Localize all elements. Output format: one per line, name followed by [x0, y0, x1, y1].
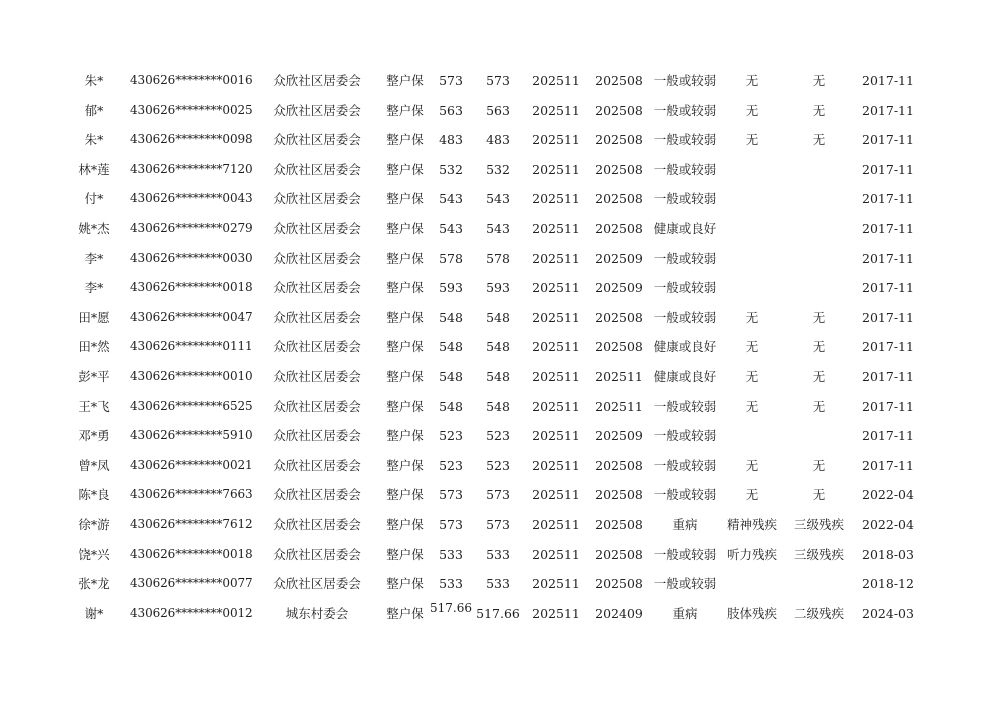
record-period-cell: 202508	[595, 457, 643, 473]
standard-amount-cell: 548	[439, 368, 463, 384]
disability-type-cell	[720, 155, 784, 185]
record-period-cell: 202508	[595, 132, 643, 148]
health-status-cell: 健康或良好	[653, 339, 717, 355]
record-period-cell: 202508	[595, 339, 643, 355]
disability-level-cell: 无	[812, 487, 826, 503]
payment-amount-cell: 548	[486, 368, 510, 384]
assistance-type-cell: 整户保	[386, 191, 424, 207]
organization-cell: 众欣社区居委会	[273, 339, 361, 355]
health-status-cell: 一般或较弱	[653, 280, 717, 296]
payment-amount-cell: 573	[486, 487, 510, 503]
disability-level-cell: 无	[812, 339, 826, 355]
disability-level-cell	[786, 214, 852, 244]
disability-type-cell	[720, 421, 784, 451]
health-status-cell: 一般或较弱	[653, 487, 717, 503]
disability-level-cell	[786, 244, 852, 274]
disability-type-cell: 听力残疾	[726, 546, 777, 562]
disability-level-cell: 无	[812, 457, 826, 473]
table-row	[0, 332, 1000, 362]
name-cell: 朱*	[84, 132, 104, 148]
payment-amount-cell: 517.66	[476, 605, 520, 621]
id-number-cell: 430626********6525	[130, 398, 253, 413]
table-row	[0, 362, 1000, 392]
organization-cell: 众欣社区居委会	[273, 102, 361, 118]
period-cell: 202511	[532, 516, 580, 532]
record-period-cell: 202509	[595, 280, 643, 296]
standard-amount-cell: 523	[439, 457, 463, 473]
disability-level-cell	[786, 273, 852, 303]
assistance-type-cell: 整户保	[386, 368, 424, 384]
period-cell: 202511	[532, 309, 580, 325]
period-cell: 202511	[532, 132, 580, 148]
payment-amount-cell: 573	[486, 516, 510, 532]
name-cell: 陈*良	[78, 487, 110, 503]
disability-type-cell: 无	[745, 487, 759, 503]
disability-level-cell	[786, 569, 852, 599]
health-status-cell: 一般或较弱	[653, 428, 717, 444]
table-row	[0, 451, 1000, 481]
date-cell: 2017-11	[862, 280, 914, 296]
id-number-cell: 430626********0018	[130, 280, 253, 295]
record-period-cell: 202511	[595, 398, 643, 414]
payment-amount-cell: 533	[486, 546, 510, 562]
payment-amount-cell: 523	[486, 428, 510, 444]
disability-level-cell: 无	[812, 132, 826, 148]
id-number-cell: 430626********0279	[130, 220, 253, 235]
disability-type-cell: 肢体残疾	[726, 605, 777, 621]
disability-type-cell	[720, 244, 784, 274]
assistance-type-cell: 整户保	[386, 132, 424, 148]
period-cell: 202511	[532, 280, 580, 296]
id-number-cell: 430626********0047	[130, 309, 253, 324]
record-period-cell: 202508	[595, 191, 643, 207]
name-cell: 朱*	[84, 73, 104, 88]
id-number-cell: 430626********0111	[130, 339, 253, 354]
date-cell: 2017-11	[862, 398, 914, 414]
date-cell: 2017-11	[862, 73, 914, 88]
disability-type-cell	[720, 184, 784, 214]
payment-amount-cell: 543	[486, 220, 510, 236]
table-row	[0, 244, 1000, 274]
record-period-cell: 202508	[595, 161, 643, 177]
disability-level-cell	[786, 184, 852, 214]
health-status-cell: 一般或较弱	[653, 73, 717, 88]
organization-cell: 众欣社区居委会	[273, 250, 361, 266]
table-row	[0, 155, 1000, 185]
organization-cell: 众欣社区居委会	[273, 132, 361, 148]
assistance-type-cell: 整户保	[386, 605, 424, 621]
assistance-type-cell: 整户保	[386, 487, 424, 503]
standard-amount-cell: 573	[439, 487, 463, 503]
disability-type-cell: 无	[745, 398, 759, 414]
disability-type-cell	[720, 273, 784, 303]
record-period-cell: 202409	[595, 605, 643, 621]
record-period-cell: 202509	[595, 428, 643, 444]
disability-type-cell	[720, 569, 784, 599]
name-cell: 林*莲	[78, 161, 110, 177]
record-period-cell: 202508	[595, 220, 643, 236]
disability-type-cell: 无	[745, 457, 759, 473]
standard-amount-cell: 593	[439, 280, 463, 296]
payment-amount-cell: 573	[486, 73, 510, 88]
id-number-cell: 430626********7120	[130, 161, 253, 176]
id-number-cell: 430626********0016	[130, 73, 253, 87]
disability-type-cell	[720, 214, 784, 244]
organization-cell: 众欣社区居委会	[273, 309, 361, 325]
standard-amount-cell: 548	[439, 309, 463, 325]
assistance-type-cell: 整户保	[386, 73, 424, 88]
record-period-cell: 202508	[595, 546, 643, 562]
standard-amount-cell: 573	[439, 516, 463, 532]
table-row	[0, 184, 1000, 214]
assistance-type-cell: 整户保	[386, 280, 424, 296]
table-row	[0, 480, 1000, 510]
record-period-cell: 202508	[595, 102, 643, 118]
id-number-cell: 430626********5910	[130, 428, 253, 443]
record-period-cell: 202508	[595, 309, 643, 325]
health-status-cell: 一般或较弱	[653, 250, 717, 266]
date-cell: 2017-11	[862, 102, 914, 118]
name-cell: 彭*平	[78, 368, 110, 384]
health-status-cell: 一般或较弱	[653, 191, 717, 207]
standard-amount-cell: 543	[439, 220, 463, 236]
organization-cell: 众欣社区居委会	[273, 191, 361, 207]
table-row	[0, 96, 1000, 126]
organization-cell: 众欣社区居委会	[273, 516, 361, 532]
payment-amount-cell: 548	[486, 309, 510, 325]
date-cell: 2017-11	[862, 220, 914, 236]
assistance-type-cell: 整户保	[386, 309, 424, 325]
standard-amount-cell: 578	[439, 250, 463, 266]
organization-cell: 众欣社区居委会	[273, 428, 361, 444]
table-row	[0, 273, 1000, 303]
period-cell: 202511	[532, 73, 580, 88]
disability-type-cell: 精神残疾	[726, 516, 777, 532]
health-status-cell: 重病	[672, 605, 698, 621]
table-row	[0, 125, 1000, 155]
organization-cell: 众欣社区居委会	[273, 457, 361, 473]
disability-type-cell: 无	[745, 102, 759, 118]
id-number-cell: 430626********0010	[130, 368, 253, 383]
period-cell: 202511	[532, 339, 580, 355]
record-period-cell: 202508	[595, 516, 643, 532]
name-cell: 邓*勇	[78, 428, 110, 444]
record-period-cell: 202509	[595, 250, 643, 266]
period-cell: 202511	[532, 398, 580, 414]
period-cell: 202511	[532, 457, 580, 473]
standard-amount-cell: 532	[439, 161, 463, 177]
health-status-cell: 一般或较弱	[653, 576, 717, 592]
period-cell: 202511	[532, 487, 580, 503]
record-period-cell: 202508	[595, 487, 643, 503]
health-status-cell: 一般或较弱	[653, 457, 717, 473]
name-cell: 田*愿	[78, 309, 110, 325]
assistance-type-cell: 整户保	[386, 398, 424, 414]
name-cell: 付*	[84, 191, 104, 207]
payment-amount-cell: 533	[486, 576, 510, 592]
id-number-cell: 430626********7663	[130, 487, 253, 502]
organization-cell: 众欣社区居委会	[273, 161, 361, 177]
payment-amount-cell: 593	[486, 280, 510, 296]
organization-cell: 众欣社区居委会	[273, 73, 361, 88]
date-cell: 2017-11	[862, 309, 914, 325]
roster-table	[0, 66, 1000, 628]
disability-level-cell: 无	[812, 73, 826, 88]
health-status-cell: 一般或较弱	[653, 132, 717, 148]
assistance-type-cell: 整户保	[386, 339, 424, 355]
name-cell: 李*	[84, 250, 104, 266]
date-cell: 2017-11	[862, 250, 914, 266]
table-row	[0, 66, 1000, 96]
assistance-type-cell: 整户保	[386, 546, 424, 562]
payment-amount-cell: 578	[486, 250, 510, 266]
table-row	[0, 569, 1000, 599]
organization-cell: 众欣社区居委会	[273, 220, 361, 236]
disability-level-cell: 无	[812, 398, 826, 414]
id-number-cell: 430626********0018	[130, 546, 253, 561]
payment-amount-cell: 532	[486, 161, 510, 177]
name-cell: 姚*杰	[78, 220, 110, 236]
date-cell: 2017-11	[862, 339, 914, 355]
date-cell: 2024-03	[862, 605, 914, 621]
period-cell: 202511	[532, 546, 580, 562]
name-cell: 张*龙	[78, 576, 110, 592]
table-row	[0, 510, 1000, 540]
payment-amount-cell: 563	[486, 102, 510, 118]
id-number-cell: 430626********0021	[130, 457, 253, 472]
assistance-type-cell: 整户保	[386, 161, 424, 177]
assistance-type-cell: 整户保	[386, 250, 424, 266]
health-status-cell: 一般或较弱	[653, 161, 717, 177]
table-row	[0, 540, 1000, 570]
date-cell: 2022-04	[862, 487, 914, 503]
assistance-type-cell: 整户保	[386, 220, 424, 236]
period-cell: 202511	[532, 191, 580, 207]
id-number-cell: 430626********0098	[130, 132, 253, 147]
organization-cell: 众欣社区居委会	[273, 398, 361, 414]
disability-level-cell: 三级残疾	[793, 546, 844, 562]
period-cell: 202511	[532, 102, 580, 118]
disability-level-cell: 无	[812, 368, 826, 384]
id-number-cell: 430626********0030	[130, 250, 253, 265]
standard-amount-cell: 533	[439, 576, 463, 592]
health-status-cell: 健康或良好	[653, 220, 717, 236]
date-cell: 2017-11	[862, 191, 914, 207]
disability-level-cell	[786, 155, 852, 185]
date-cell: 2017-11	[862, 368, 914, 384]
disability-level-cell: 三级残疾	[793, 516, 844, 532]
standard-amount-cell: 517.66	[430, 600, 472, 615]
disability-type-cell: 无	[745, 132, 759, 148]
organization-cell: 众欣社区居委会	[273, 487, 361, 503]
name-cell: 谢*	[84, 605, 104, 621]
date-cell: 2018-12	[862, 576, 914, 592]
standard-amount-cell: 563	[439, 102, 463, 118]
assistance-type-cell: 整户保	[386, 457, 424, 473]
date-cell: 2022-04	[862, 516, 914, 532]
period-cell: 202511	[532, 161, 580, 177]
disability-level-cell	[786, 421, 852, 451]
organization-cell: 众欣社区居委会	[273, 576, 361, 592]
assistance-type-cell: 整户保	[386, 102, 424, 118]
health-status-cell: 健康或良好	[653, 368, 717, 384]
id-number-cell: 430626********0025	[130, 102, 253, 117]
name-cell: 曾*凤	[78, 457, 110, 473]
standard-amount-cell: 573	[439, 73, 463, 88]
assistance-type-cell: 整户保	[386, 428, 424, 444]
date-cell: 2017-11	[862, 132, 914, 148]
id-number-cell: 430626********0077	[130, 576, 253, 591]
standard-amount-cell: 548	[439, 398, 463, 414]
period-cell: 202511	[532, 428, 580, 444]
record-period-cell: 202508	[595, 576, 643, 592]
name-cell: 徐*游	[78, 516, 110, 532]
id-number-cell: 430626********0043	[130, 191, 253, 206]
period-cell: 202511	[532, 220, 580, 236]
standard-amount-cell: 523	[439, 428, 463, 444]
record-period-cell: 202511	[595, 368, 643, 384]
name-cell: 王*飞	[78, 398, 110, 414]
id-number-cell: 430626********7612	[130, 516, 253, 531]
disability-type-cell: 无	[745, 339, 759, 355]
assistance-type-cell: 整户保	[386, 576, 424, 592]
health-status-cell: 一般或较弱	[653, 102, 717, 118]
disability-type-cell: 无	[745, 368, 759, 384]
record-period-cell: 202508	[595, 73, 643, 88]
standard-amount-cell: 548	[439, 339, 463, 355]
period-cell: 202511	[532, 605, 580, 621]
disability-level-cell: 无	[812, 309, 826, 325]
table-row	[0, 303, 1000, 333]
table-row	[0, 214, 1000, 244]
payment-amount-cell: 523	[486, 457, 510, 473]
health-status-cell: 一般或较弱	[653, 309, 717, 325]
standard-amount-cell: 543	[439, 191, 463, 207]
name-cell: 郁*	[84, 102, 104, 118]
health-status-cell: 一般或较弱	[653, 546, 717, 562]
organization-cell: 众欣社区居委会	[273, 280, 361, 296]
table-row	[0, 421, 1000, 451]
disability-type-cell: 无	[745, 309, 759, 325]
disability-type-cell: 无	[745, 73, 759, 88]
payment-amount-cell: 543	[486, 191, 510, 207]
table-row	[0, 599, 1000, 629]
table-row	[0, 392, 1000, 422]
period-cell: 202511	[532, 368, 580, 384]
date-cell: 2018-03	[862, 546, 914, 562]
name-cell: 田*然	[78, 339, 110, 355]
name-cell: 饶*兴	[78, 546, 110, 562]
health-status-cell: 重病	[672, 516, 698, 532]
date-cell: 2017-11	[862, 428, 914, 444]
organization-cell: 众欣社区居委会	[273, 368, 361, 384]
name-cell: 李*	[84, 280, 104, 296]
disability-level-cell: 无	[812, 102, 826, 118]
period-cell: 202511	[532, 250, 580, 266]
payment-amount-cell: 548	[486, 398, 510, 414]
date-cell: 2017-11	[862, 161, 914, 177]
health-status-cell: 一般或较弱	[653, 398, 717, 414]
date-cell: 2017-11	[862, 457, 914, 473]
organization-cell: 众欣社区居委会	[273, 546, 361, 562]
standard-amount-cell: 483	[439, 132, 463, 148]
id-number-cell: 430626********0012	[130, 605, 253, 620]
period-cell: 202511	[532, 576, 580, 592]
disability-level-cell: 二级残疾	[793, 605, 844, 621]
payment-amount-cell: 483	[486, 132, 510, 148]
standard-amount-cell: 533	[439, 546, 463, 562]
assistance-type-cell: 整户保	[386, 516, 424, 532]
organization-cell: 城东村委会	[285, 605, 349, 621]
payment-amount-cell: 548	[486, 339, 510, 355]
